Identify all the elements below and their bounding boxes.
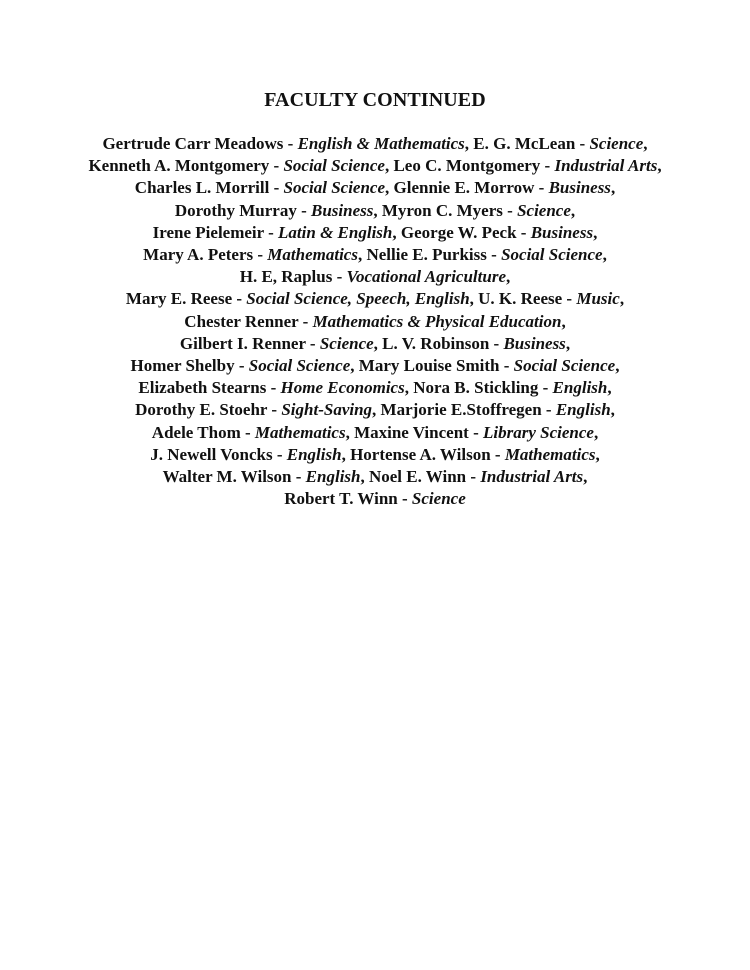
faculty-line [0,355,750,377]
subject-text: Social Science [248,356,351,376]
subject-text: English [286,444,342,464]
subject-text: Music [576,289,620,309]
faculty-name-text: , Nellie E. Purkiss - [357,245,502,265]
page-title: FACULTY CONTINUED [264,89,486,111]
subject-text: Science [589,134,644,153]
faculty-name-text: , [615,356,620,376]
subject-text: Mathematics & Physical Education [312,311,562,331]
subject-text: English [305,467,361,487]
faculty-name-text: , [607,378,612,398]
faculty-line [0,466,750,488]
subject-text: Business [503,333,566,353]
faculty-line [0,333,750,355]
faculty-name-text: , [602,245,607,265]
faculty-name-text: Charles L. Morrill - [134,178,284,198]
faculty-name-text: H. E, Raplus - [239,267,347,287]
subject-text: Social Science, Speech, English [246,289,470,309]
faculty-name-text: J. Newell Voncks - [150,444,287,464]
faculty-name-text: , [561,311,566,331]
subject-text: Business [548,178,611,198]
faculty-name-text: Walter M. Wilson - [162,467,306,487]
faculty-name-text: , [505,267,511,287]
subject-text: Science [411,489,466,509]
faculty-name-text: , Noel E. Winn - [360,467,481,487]
subject-text: Library Science [482,422,594,442]
faculty-line [0,288,750,310]
faculty-name-text: , Leo C. Montgomery - [384,156,555,176]
subject-text: Mathematics [267,245,358,265]
faculty-name-text: Dorothy E. Stoehr - [135,400,282,420]
faculty-line [0,399,750,421]
faculty-line [0,488,750,510]
faculty-list [0,133,750,510]
subject-text: Vocational Agriculture [346,267,506,287]
subject-text: English & Mathematics [297,134,465,153]
subject-text: Mathematics [504,444,596,464]
faculty-name-text: , Marjorie E.Stoffregen - [372,400,556,420]
faculty-name-text: Gertrude Carr Meadows - [102,134,298,153]
faculty-name-text: , L. V. Robinson - [373,333,504,353]
faculty-name-text: , E. G. McLean - [464,134,590,153]
subject-text: English [555,400,611,420]
faculty-line [0,200,750,222]
faculty-name-text: , Glennie E. Morrow - [385,178,549,198]
faculty-name-text: , Mary Louise Smith - [350,356,514,376]
faculty-line [0,422,750,444]
faculty-line [0,244,750,266]
faculty-line [0,377,750,399]
subject-text: Social Science [283,178,386,198]
subject-text: Science [319,333,374,353]
subject-text: Latin & English [278,222,393,242]
faculty-name-text: Robert T. Winn - [284,489,412,509]
faculty-name-text: , [570,200,576,220]
faculty-name-text: Chester Renner - [184,311,313,331]
subject-text: Social Science [501,245,603,265]
faculty-line [0,222,750,244]
faculty-name-text: Dorothy Murray - [174,200,311,220]
faculty-name-text: , [619,289,625,309]
faculty-name-text: Mary A. Peters - [143,245,268,265]
faculty-name-text: , [595,444,600,464]
subject-text: Social Science [283,156,385,176]
faculty-name-text: , Nora B. Stickling - [404,378,553,398]
faculty-name-text: Irene Pielemeir - [152,222,279,242]
faculty-name-text: , [583,467,588,487]
faculty-name-text: Adele Thom - [151,422,255,442]
faculty-name-text: Gilbert I. Renner - [179,333,320,353]
faculty-name-text: Mary E. Reese - [125,289,247,309]
faculty-name-text: , Hortense A. Wilson - [341,444,505,464]
subject-text: Social Science [513,356,616,376]
subject-text: Industrial Arts [554,156,658,176]
subject-text: Business [311,200,374,220]
subject-text: Science [517,200,571,220]
faculty-line [0,444,750,466]
faculty-name-text: , [565,333,571,353]
faculty-name-text: , [610,400,615,420]
faculty-name-text: , Myron C. Myers - [373,200,518,220]
faculty-line [0,133,750,155]
faculty-name-text: , U. K. Reese - [469,289,577,309]
faculty-line [0,311,750,333]
faculty-name-text: Elizabeth Stearns - [138,378,281,398]
faculty-name-text: Kenneth A. Montgomery - [88,156,284,176]
subject-text: Sight-Saving [281,400,373,420]
faculty-name-text: , [593,222,598,242]
faculty-line [0,155,750,177]
faculty-name-text: , Maxine Vincent - [345,422,483,442]
faculty-line [0,177,750,199]
faculty-name-text: , [643,134,648,153]
faculty-name-text: , [593,422,599,442]
faculty-line [0,266,750,288]
faculty-name-text: , George W. Peck - [392,222,531,242]
subject-text: Home Economics [280,378,405,398]
subject-text: Industrial Arts [480,467,584,487]
subject-text: Mathematics [254,422,346,442]
faculty-name-text: , [657,156,662,176]
subject-text: Business [530,222,594,242]
faculty-name-text: Homer Shelby - [130,356,249,376]
faculty-name-text: , [610,178,616,198]
subject-text: English [552,378,608,398]
